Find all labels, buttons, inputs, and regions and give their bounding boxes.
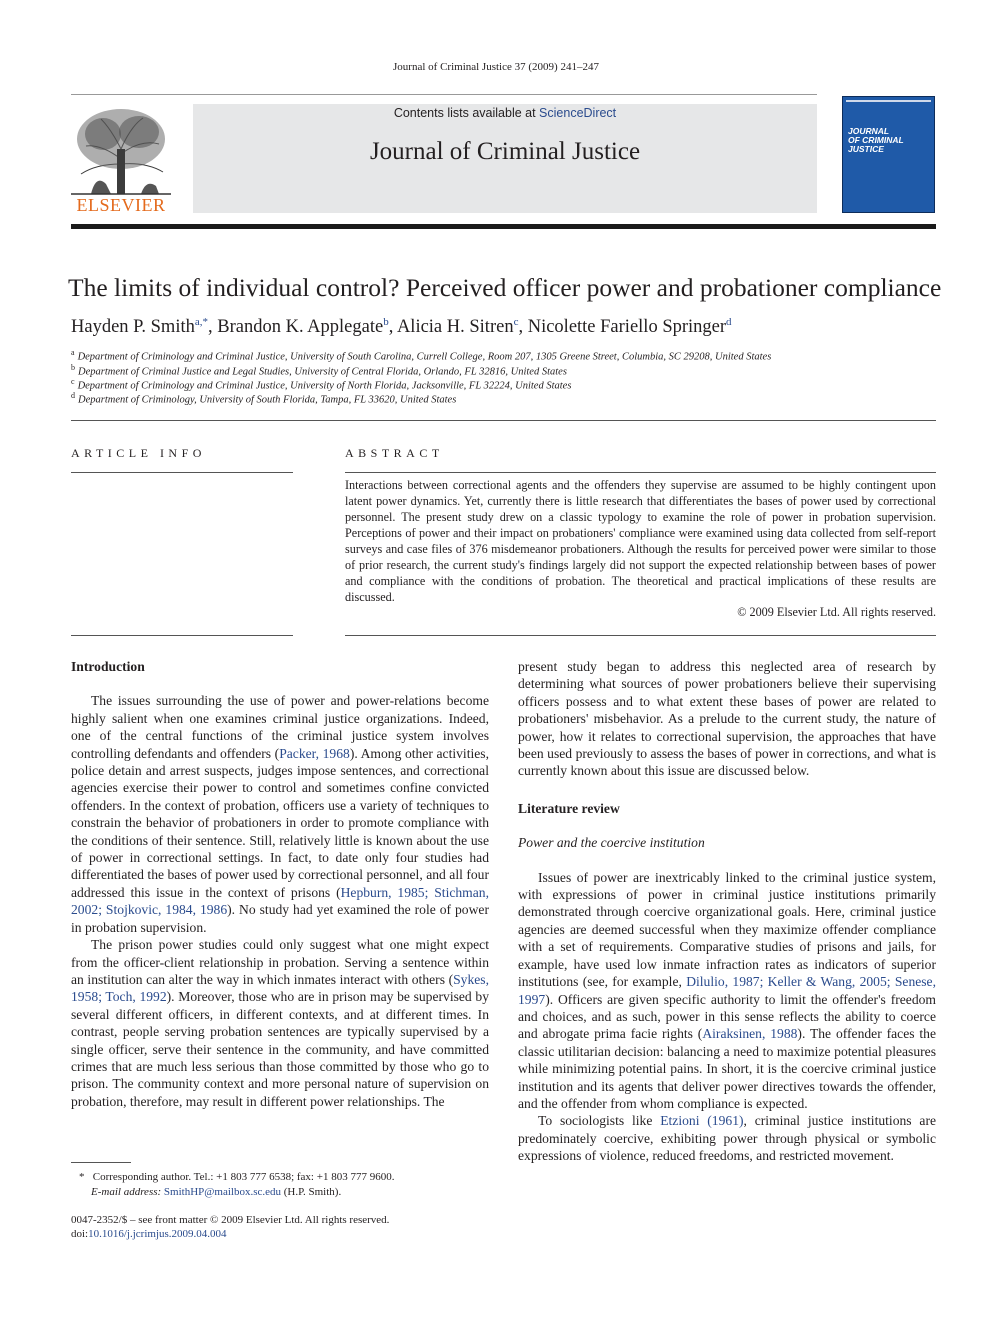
article-info-label: ARTICLE INFO [71, 446, 206, 460]
abstract-text: Interactions between correctional agents and the offenders they supervise are assumed to be highly contingent upon latent power dynamics. Yet, currently there is little research that differentiates the bases of power used by correctional personnel. The present study drew on a classic typology to examine the role of power in probation supervision. Perceptions of power and their impact on probationers' compliance were examined using data collected from self-report surveys and case files of 376 misdemeanor probationers. Although the results for perceived power were similar to those of prior research, the current study's findings largely did not support the expected relationship between bases of power and compliance with the conditions of probation. The theoretical and practical implications of these results are discussed. [345, 478, 936, 604]
banner-bottom-rule [71, 224, 936, 229]
paragraph-text: ). The offender faces the classic utilitarian decision: balancing a need to maximize potential pleasures while minimizing potential pains. In short, it is the coercive criminal justice institution and its agents that deliver power directives towards the offender, and the offender from whom compliance is expected. [518, 1026, 936, 1111]
citation-link[interactable]: Sykes, 1958; Toch, 1992 [71, 971, 489, 1005]
contents-line [193, 106, 817, 120]
paragraph-text: The prison power studies could only suggest what one might expect from the officer-client relationship in probation. Serving a sentence within an institution can alter the way in which inmates interact with others ( [71, 937, 489, 987]
cover-title-line: JUSTICE [848, 144, 884, 154]
paragraph-text: The issues surrounding the use of power and power-relations become highly salient when one examines criminal justice organizations. Indeed, one of the central functions of the criminal justice system involves controlling defendants and offenders ( [71, 693, 489, 761]
author-separator: , [518, 317, 528, 338]
paragraph [71, 692, 489, 936]
footnote-mark: * [79, 1171, 85, 1183]
article-info-rule [71, 472, 293, 473]
email-label: E-mail address: [91, 1186, 162, 1198]
citation-link[interactable]: Airaksinen, 1988 [702, 1026, 798, 1042]
author-name: Nicolette Fariello Springer [527, 317, 727, 338]
email-suffix: (H.P. Smith). [281, 1186, 342, 1198]
body-column-left [71, 658, 489, 1110]
paragraph-text: To sociologists like [538, 1113, 661, 1129]
affiliation [71, 348, 771, 363]
sciencedirect-link[interactable]: ScienceDirect [539, 106, 617, 120]
doi-label: doi: [71, 1228, 89, 1240]
article-title: The limits of individual control? Perceived officer power and probationer compliance [68, 273, 942, 302]
author-affiliation-mark[interactable]: a,* [194, 316, 208, 328]
abstract-copyright: © 2009 Elsevier Ltd. All rights reserved. [737, 605, 936, 619]
affiliation-text: Department of Criminology and Criminal Justice, University of North Florida, Jacksonville, FL 32224, United States [77, 380, 572, 392]
doi-link[interactable]: 10.1016/j.jcrimjus.2009.04.004 [88, 1228, 227, 1240]
paragraph [71, 936, 489, 1110]
paragraph-text: ). No study had yet examined the role of power in probation supervision. [71, 902, 489, 935]
cover-title [848, 127, 928, 154]
cover-title-line: OF CRIMINAL [848, 135, 904, 145]
email-link[interactable]: SmithHP@mailbox.sc.edu [163, 1186, 281, 1198]
author-name: Brandon K. Applegate [217, 317, 384, 338]
corresponding-author-note [79, 1171, 394, 1183]
banner-top-rule [71, 94, 817, 95]
affiliation-mark: d [71, 391, 75, 400]
paragraph-text: Issues of power are inextricably linked to the criminal justice system, with expressions of power in criminal justice institutions primarily demonstrated through coercive organizational goals. Here, criminal justice agencies are deemed successful when they maximize offender compliance with a set of requirements. Comparative studies of prisons and jails, for example, have used low inmate infraction rates as indicators of superior institutions (see, for example, [518, 869, 936, 990]
running-head: Journal of Criminal Justice 37 (2009) 241–247 [393, 61, 599, 73]
affiliation-text: Department of Criminal Justice and Legal Studies, University of Central Florida, Orlando, FL 32816, United States [78, 366, 567, 378]
doi-line [71, 1228, 227, 1240]
affiliation-mark: a [71, 348, 75, 357]
article-info-rule [71, 635, 293, 636]
paragraph [518, 1112, 936, 1164]
paragraph-text: , criminal justice institutions are predominately coercive, exhibiting power through physical or symbolic expressions of violence, reduced freedoms, and restricted movement. [518, 1113, 937, 1164]
paragraph-text: ). Among other activities, police detain and arrest suspects, judges impose sentences, and correctional agencies exercise their power to control and sometimes confine convicted offenders. In the context of probation, officers use a variety of techniques to constrain the behavior of probationers in order to promote compliance with the conditions of their sentence. Still, relatively little is known about the use of power in correctional settings. In fact, to date only four studies had differentiated the bases of power used by correctional personnel, and all four addressed this issue in the context of prisons ( [71, 745, 489, 900]
subsection-heading: Power and the coercive institution [518, 835, 705, 851]
citation-link[interactable]: Dilulio, 1987; Keller & Wang, 2005; Senese, 1997 [518, 974, 936, 1007]
abstract-rule [345, 472, 936, 473]
cover-header-strip [846, 100, 931, 102]
cover-title-line: JOURNAL [848, 126, 890, 136]
paragraph-text: ). Moreover, those who are in prison may be supervised by several different officers, in different contexts, and at different times. In contrast, people serving probation sentences are typically supervised by a single officer, serve their sentence in the community, and have committed crimes that are much less serious than those committed by those who go to prison. The community context and more personal nature of supervision on probation, therefore, may result in different power relationships. The [71, 989, 489, 1109]
footnote-rule [71, 1162, 131, 1163]
abstract-label: ABSTRACT [345, 446, 444, 460]
email-note [91, 1186, 341, 1198]
author-name: Alicia H. Sitren [396, 317, 514, 338]
abstract-rule [345, 635, 936, 636]
affiliation [71, 391, 456, 406]
author-list [71, 316, 732, 338]
paragraph [518, 869, 936, 1113]
journal-cover-thumbnail[interactable] [842, 96, 935, 213]
author-name: Hayden P. Smith [71, 317, 195, 338]
affiliation-mark: c [71, 377, 75, 386]
publisher-name: ELSEVIER [76, 195, 166, 215]
elsevier-tree-icon [71, 104, 171, 196]
paragraph: present study began to address this neglected area of research by determining what sources of power probationers believe their supervising officers possess and to what extent these bases of power are related to probationers' misbehavior. As a prelude to the current study, the nature of power, how it relates to correctional supervision, the approaches that have been used previously to assess the bases of power in corrections, and what is currently known about this issue are discussed below. [518, 659, 936, 779]
issn-line: 0047-2352/$ – see front matter © 2009 Elsevier Ltd. All rights reserved. [71, 1214, 390, 1226]
header-divider [71, 420, 936, 421]
section-heading-introduction: Introduction [71, 659, 145, 674]
section-heading-literature-review: Literature review [518, 800, 620, 816]
affiliation-mark: b [71, 363, 75, 372]
author-separator: , [388, 317, 397, 338]
author-affiliation-mark[interactable]: d [726, 316, 732, 328]
footnote-text: Corresponding author. Tel.: +1 803 777 6538; fax: +1 803 777 9600. [92, 1171, 395, 1183]
affiliation [71, 377, 571, 392]
elsevier-logo [71, 104, 171, 216]
paragraph-text: ). Officers are given specific authority to limit the offender's freedom and choices, and as such, power in this sense reflects the ability to coerce and abrogate prima facie rights ( [518, 991, 936, 1042]
affiliation-text: Department of Criminology and Criminal Justice, University of South Carolina, Currell College, Room 207, 1305 Greene Street, Columbia, SC 29208, United States [77, 351, 772, 363]
citation-link[interactable]: Hepburn, 1985; Stichman, 2002; Stojkovic, 1984, 1986 [71, 884, 489, 918]
author-separator: , [208, 317, 218, 338]
author-affiliation-mark[interactable]: c [513, 316, 519, 328]
journal-banner [193, 104, 817, 213]
body-column-right [518, 658, 936, 1165]
affiliation [71, 363, 567, 378]
citation-link[interactable]: Packer, 1968 [279, 745, 350, 761]
author-affiliation-mark[interactable]: b [383, 316, 389, 328]
contents-prefix: Contents lists available at [393, 106, 540, 120]
journal-name: Journal of Criminal Justice [369, 138, 641, 165]
affiliation-text: Department of Criminology, University of South Florida, Tampa, FL 33620, United States [78, 394, 457, 406]
citation-link[interactable]: Etzioni (1961) [660, 1113, 744, 1129]
